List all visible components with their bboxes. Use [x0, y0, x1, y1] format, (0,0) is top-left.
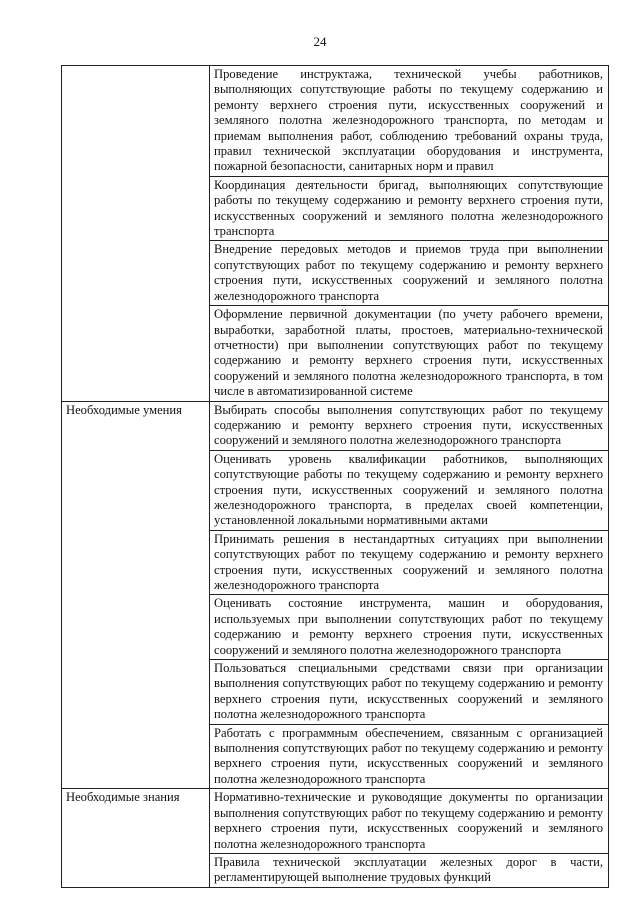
row-text: Оценивать состояние инструмента, машин и оборудования, используемых при выполнении сопутствующих работ по текущему содержанию и ремонту верхнего строения пути, искусственных сооружений и земляного полотна железнодорожного транспорта: [210, 595, 609, 660]
knowledge-label: Необходимые знания: [62, 789, 210, 887]
table-row: [62, 789, 609, 854]
row-text: Принимать решения в нестандартных ситуациях при выполнении сопутствующих работ по текущему содержанию и ремонту верхнего строения пути, искусственных сооружений и земляного полотна железнодорожного транспорта: [210, 530, 609, 595]
table-row: [62, 66, 609, 177]
requirements-table: [61, 65, 609, 888]
row-text: Правила технической эксплуатации железных дорог в части, регламентирующей выполнение трудовых функций: [210, 853, 609, 887]
row-text: Внедрение передовых методов и приемов труда при выполнении сопутствующих работ по текущему содержанию и ремонту верхнего строения пути, искусственных сооружений и земляного полотна железнодорожного транспорта: [210, 241, 609, 306]
page-number: 24: [313, 34, 327, 49]
row-text: Оценивать уровень квалификации работников, выполняющих сопутствующие работы по текущему содержанию и ремонту верхнего строения пути, искусственных сооружений и земляного полотна железнодорожного транспорта, в пределах своей компетенции, установленной локальными нормативными актами: [210, 450, 609, 530]
row-text: Выбирать способы выполнения сопутствующих работ по текущему содержанию и ремонту верхнего строения пути, искусственных сооружений и земляного полотна железнодорожного транспорта: [210, 401, 609, 450]
row-text: Оформление первичной документации (по учету рабочего времени, выработки, заработной платы, простоев, материально-технической отчетности) при выполнении сопутствующих работ по текущему содержанию и ремонту верхнего строения пути, искусственных сооружений и земляного полотна железнодорожного транспорта, в том числе в автоматизированной системе: [210, 306, 609, 401]
row-text: Проведение инструктажа, технической учебы работников, выполняющих сопутствующие работы по текущему содержанию и ремонту верхнего строения пути, искусственных сооружений и земляного полотна железнодорожного транспорта, по методам и приемам выполнения работ, соблюдению требований охраны труда, правил технической эксплуатации оборудования и инструмента, пожарной безопасности, санитарных норм и правил: [210, 66, 609, 177]
row-text: Работать с программным обеспечением, связанным с организацией выполнения сопутствующих работ по текущему содержанию и ремонту верхнего строения пути, искусственных сооружений и земляного полотна железнодорожного транспорта: [210, 724, 609, 789]
row-text: Нормативно-технические и руководящие документы по организации выполнения сопутствующих работ по текущему содержанию и ремонту верхнего строения пути, искусственных сооружений и земляного полотна железнодорожного транспорта: [210, 789, 609, 854]
skills-label: Необходимые умения: [62, 401, 210, 789]
row-text: Координация деятельности бригад, выполняющих сопутствующие работы по текущему содержанию и ремонту верхнего строения пути, искусственных сооружений и земляного полотна железнодорожного транспорта: [210, 176, 609, 241]
table-row: [62, 401, 609, 450]
row-text: Пользоваться специальными средствами связи при организации выполнения сопутствующих работ по текущему содержанию и ремонту верхнего строения пути, искусственных сооружений и земляного полотна железнодорожного транспорта: [210, 660, 609, 725]
row-label: [62, 66, 210, 402]
